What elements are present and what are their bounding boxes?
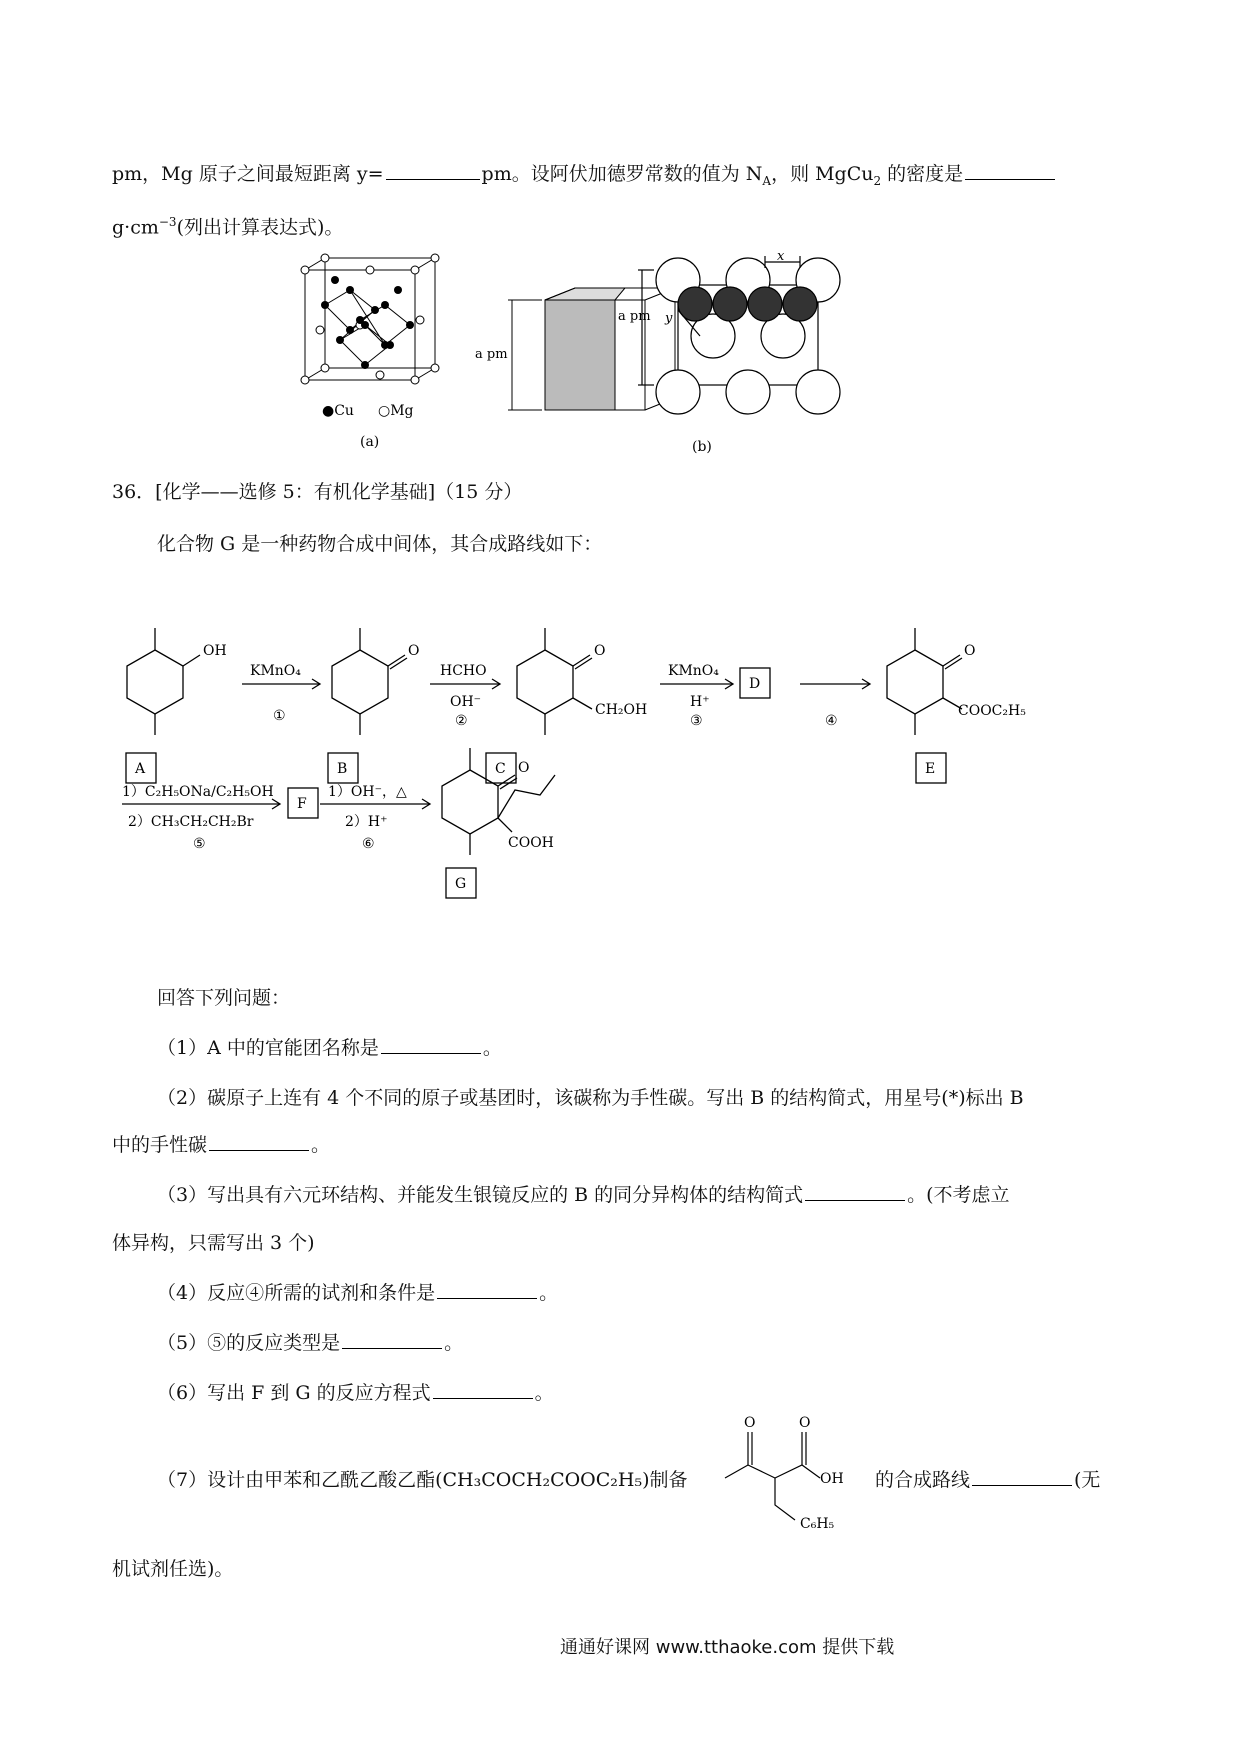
unit-cell-a xyxy=(305,258,435,380)
svg-text:HCHO: HCHO xyxy=(440,663,487,679)
answer-blank-q3[interactable] xyxy=(805,1182,905,1201)
density-question-line2: $g\cdot cm^{-3}$(列出计算表达式)。 xyxy=(112,215,344,239)
svg-text:KMnO₄: KMnO₄ xyxy=(250,663,301,679)
answer-blank-y[interactable] xyxy=(386,161,480,180)
legend-mg: ○Mg xyxy=(378,403,414,419)
svg-text:③: ③ xyxy=(690,713,703,729)
synthesis-scheme xyxy=(100,610,1080,970)
label-C: C xyxy=(495,761,506,777)
svg-text:2）H⁺: 2）H⁺ xyxy=(345,814,388,830)
legend-cu: ●Cu xyxy=(322,403,354,419)
question-4: （4）反应④所需的试剂和条件是 。 xyxy=(157,1282,559,1304)
question-7-tail: 的合成路线 (无 xyxy=(875,1469,1101,1491)
svg-text:④: ④ xyxy=(825,713,838,729)
label-A: A xyxy=(135,761,146,777)
answer-blank-q6[interactable] xyxy=(433,1380,533,1399)
question-7-line1: （7）设计由甲苯和乙酰乙酸乙酯(CH₃COCH₂COOC₂H₅)制备 xyxy=(157,1469,688,1491)
y-label: y xyxy=(665,311,673,326)
density-question-line1: pm，Mg 原子之间最短距离 y= pm。设阿伏加德罗常数的值为 $N_A$，则 MgCu$_2$ 的密度是 xyxy=(112,161,1240,194)
question-2-line2: 中的手性碳 。 xyxy=(112,1134,331,1156)
svg-text:O: O xyxy=(964,643,976,659)
question-2-line1: （2）碳原子上连有 4 个不同的原子或基团时，该碳称为手性碳。写出 B 的结构简式，用星号(*)标出 B xyxy=(157,1087,1024,1109)
a-pm-label-1: a pm xyxy=(475,347,508,362)
svg-text:COOH: COOH xyxy=(508,835,554,851)
label-B: B xyxy=(337,761,348,777)
svg-text:O: O xyxy=(408,643,420,659)
answer-blank-q4[interactable] xyxy=(437,1280,537,1299)
answer-blank-density[interactable] xyxy=(965,161,1055,180)
label-D: D xyxy=(749,676,761,692)
svg-text:⑥: ⑥ xyxy=(362,836,375,852)
answer-blank-q5[interactable] xyxy=(342,1330,442,1349)
a-pm-label-2: a pm xyxy=(618,309,651,324)
svg-text:O: O xyxy=(744,1415,756,1431)
question-3-line1: （3）写出具有六元环结构、并能发生银镜反应的 B 的同分异构体的结构简式 。(不考虑立 xyxy=(157,1184,1010,1206)
svg-text:KMnO₄: KMnO₄ xyxy=(668,663,719,679)
svg-text:⑤: ⑤ xyxy=(193,836,206,852)
cube-diagram xyxy=(508,288,675,410)
svg-text:COOC₂H₅: COOC₂H₅ xyxy=(958,703,1026,719)
svg-text:C₆H₅: C₆H₅ xyxy=(800,1516,835,1530)
label-a: (a) xyxy=(360,434,380,450)
svg-text:O: O xyxy=(518,760,530,776)
footer-credit: 通通好课网 www.tthaoke.com 提供下载 xyxy=(560,1637,895,1658)
section-b xyxy=(638,256,840,414)
svg-text:①: ① xyxy=(273,708,286,724)
q36-title: 36．[化学——选修 5：有机化学基础]（15 分） xyxy=(112,481,523,503)
answer-blank-q2[interactable] xyxy=(209,1132,309,1151)
answer-blank-q7[interactable] xyxy=(972,1467,1072,1486)
svg-text:H⁺: H⁺ xyxy=(690,694,710,710)
svg-text:O: O xyxy=(799,1415,811,1431)
answer-blank-q1[interactable] xyxy=(381,1035,481,1054)
x-label: x xyxy=(777,250,785,264)
question-6: （6）写出 F 到 G 的反应方程式 。 xyxy=(157,1382,554,1404)
svg-text:2）CH₃CH₂CH₂Br: 2）CH₃CH₂CH₂Br xyxy=(128,814,254,830)
svg-text:OH⁻: OH⁻ xyxy=(450,694,482,710)
question-7-line2: 机试剂任选)。 xyxy=(112,1558,234,1580)
answer-prompt: 回答下列问题： xyxy=(157,987,291,1009)
crystal-structure-figure xyxy=(280,250,940,460)
question-3-line2: 体异构，只需写出 3 个) xyxy=(112,1232,315,1254)
svg-text:OH: OH xyxy=(203,643,227,659)
svg-text:②: ② xyxy=(455,713,468,729)
svg-text:1）OH⁻，△: 1）OH⁻，△ xyxy=(328,784,407,800)
q7-target-structure xyxy=(720,1410,870,1530)
svg-text:OH: OH xyxy=(820,1471,844,1487)
label-b: (b) xyxy=(692,439,712,455)
question-1: （1）A 中的官能团名称是 。 xyxy=(157,1037,502,1059)
label-G: G xyxy=(455,876,467,892)
svg-text:1）C₂H₅ONa/C₂H₅OH: 1）C₂H₅ONa/C₂H₅OH xyxy=(122,784,274,800)
label-E: E xyxy=(925,761,936,777)
svg-text:CH₂OH: CH₂OH xyxy=(595,702,648,718)
svg-text:O: O xyxy=(594,643,606,659)
q36-intro: 化合物 G 是一种药物合成中间体，其合成路线如下： xyxy=(157,533,603,555)
label-F: F xyxy=(297,796,307,812)
question-5: （5）⑤的反应类型是 。 xyxy=(157,1332,464,1354)
